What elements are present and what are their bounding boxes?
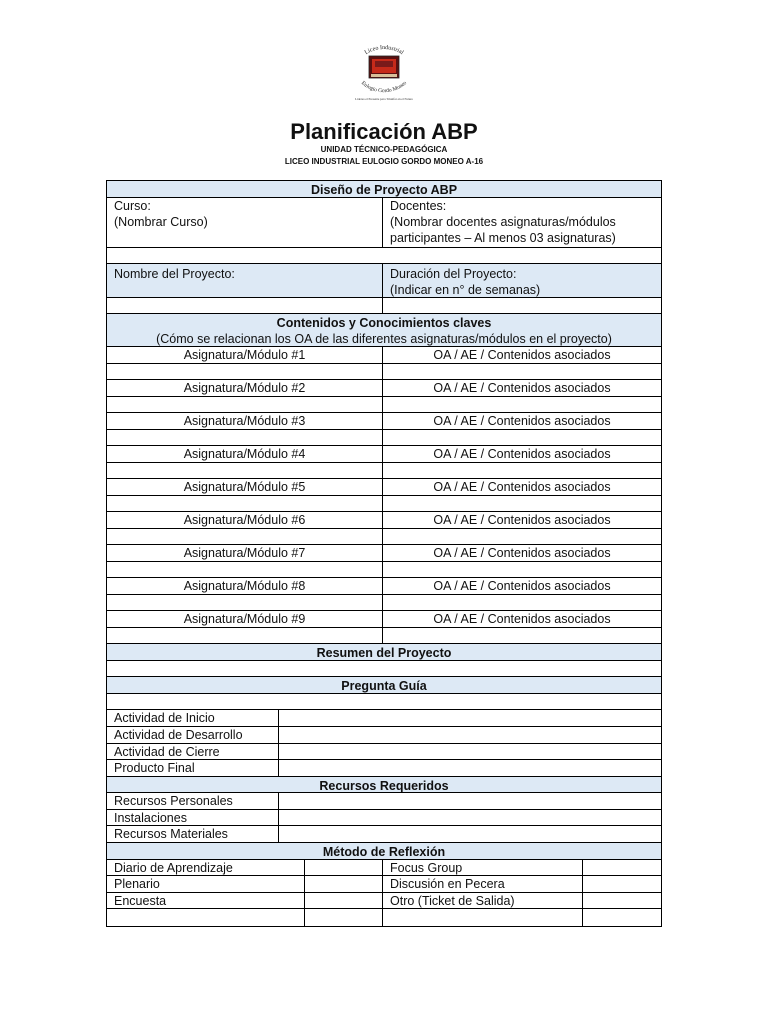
duration-hint: (Indicar en n° de semanas) — [390, 283, 541, 297]
resource-label: Recursos Materiales — [107, 826, 279, 843]
reflection-method-label: Focus Group — [383, 860, 583, 876]
content-header — [107, 314, 661, 347]
logo-bottom-text: Eulogio Gordo Moneo — [359, 80, 409, 95]
subject-content-label: OA / AE / Contenidos asociados — [383, 545, 661, 562]
reflection-blank-cell[interactable] — [583, 909, 661, 926]
subject-content-input[interactable] — [383, 628, 661, 644]
subject-content-label: OA / AE / Contenidos asociados — [383, 347, 661, 364]
reflection-method-label: Diario de Aprendizaje — [107, 860, 305, 876]
content-header-title: Contenidos y Conocimientos claves — [276, 316, 492, 330]
teachers-hint-2: participantes – Al menos 03 asignaturas) — [390, 231, 616, 245]
resource-input[interactable] — [279, 793, 661, 810]
activity-label: Actividad de Cierre — [107, 744, 279, 760]
reflection-method-check[interactable] — [305, 876, 383, 893]
activity-input[interactable] — [279, 744, 661, 760]
subject-content-label: OA / AE / Contenidos asociados — [383, 578, 661, 595]
reflection-header: Método de Reflexión — [107, 843, 661, 860]
reflection-method-label: Otro (Ticket de Salida) — [383, 893, 583, 909]
project-name-input[interactable] — [107, 298, 383, 314]
activity-label: Actividad de Inicio — [107, 710, 279, 727]
subject-label: Asignatura/Módulo #5 — [107, 479, 383, 496]
activity-input[interactable] — [279, 710, 661, 727]
subject-content-label: OA / AE / Contenidos asociados — [383, 512, 661, 529]
teachers-label: Docentes: — [390, 199, 447, 213]
subject-input[interactable] — [107, 496, 383, 512]
abp-form-table — [106, 180, 662, 927]
subject-content-label: OA / AE / Contenidos asociados — [383, 611, 661, 628]
subject-content-input[interactable] — [383, 595, 661, 611]
svg-text:Eulogio Gordo Moneo — [360, 80, 408, 94]
resources-header: Recursos Requeridos — [107, 777, 661, 793]
reflection-method-check[interactable] — [305, 860, 383, 876]
subject-label: Asignatura/Módulo #8 — [107, 578, 383, 595]
activity-input[interactable] — [279, 727, 661, 744]
design-header: Diseño de Proyecto ABP — [107, 181, 661, 198]
resource-input[interactable] — [279, 810, 661, 826]
subject-content-label: OA / AE / Contenidos asociados — [383, 413, 661, 430]
subject-label: Asignatura/Módulo #3 — [107, 413, 383, 430]
reflection-method-label: Plenario — [107, 876, 305, 893]
teachers-hint-1: (Nombrar docentes asignaturas/módulos — [390, 215, 616, 229]
subject-label: Asignatura/Módulo #9 — [107, 611, 383, 628]
reflection-method-label: Encuesta — [107, 893, 305, 909]
subject-label: Asignatura/Módulo #7 — [107, 545, 383, 562]
reflection-method-check[interactable] — [305, 893, 383, 909]
duration-input[interactable] — [383, 298, 661, 314]
subject-label: Asignatura/Módulo #2 — [107, 380, 383, 397]
question-header: Pregunta Guía — [107, 677, 661, 694]
reflection-method-check[interactable] — [583, 893, 661, 909]
logo-top-text: Liceo Industrial — [363, 44, 405, 57]
summary-input[interactable] — [107, 661, 661, 677]
page-subtitle-school: LICEO INDUSTRIAL EULOGIO GORDO MONEO A-16 — [284, 157, 484, 166]
subject-content-input[interactable] — [383, 529, 661, 545]
page-subtitle-unit: UNIDAD TÉCNICO-PEDAGÓGICA — [320, 145, 448, 154]
subject-content-label: OA / AE / Contenidos asociados — [383, 479, 661, 496]
subject-label: Asignatura/Módulo #6 — [107, 512, 383, 529]
subject-input[interactable] — [107, 628, 383, 644]
subject-content-input[interactable] — [383, 364, 661, 380]
activity-input[interactable] — [279, 760, 661, 777]
reflection-blank-cell[interactable] — [383, 909, 583, 926]
subject-content-input[interactable] — [383, 430, 661, 446]
summary-header: Resumen del Proyecto — [107, 644, 661, 661]
resource-label: Recursos Personales — [107, 793, 279, 810]
duration-label: Duración del Proyecto: — [390, 267, 517, 281]
teachers-cell[interactable] — [383, 198, 661, 248]
subject-input[interactable] — [107, 397, 383, 413]
reflection-blank-cell[interactable] — [305, 909, 383, 926]
subject-content-label: OA / AE / Contenidos asociados — [383, 380, 661, 397]
project-name-label: Nombre del Proyecto: — [114, 267, 235, 281]
subject-input[interactable] — [107, 562, 383, 578]
subject-content-input[interactable] — [383, 463, 661, 479]
svg-text:Liceo Industrial — [364, 45, 405, 56]
subject-input[interactable] — [107, 430, 383, 446]
subject-input[interactable] — [107, 529, 383, 545]
subject-input[interactable] — [107, 364, 383, 380]
question-input[interactable] — [107, 694, 661, 710]
school-logo — [345, 40, 423, 102]
course-hint: (Nombrar Curso) — [114, 215, 208, 229]
course-label: Curso: — [114, 199, 151, 213]
reflection-method-label: Discusión en Pecera — [383, 876, 583, 893]
logo-motto: Lideres el Presente para Triunfar en el Futuro — [355, 97, 413, 101]
content-header-note: (Cómo se relacionan los OA de las diferentes asignaturas/módulos en el proyecto) — [156, 332, 612, 346]
duration-cell — [383, 264, 661, 298]
subject-label: Asignatura/Módulo #1 — [107, 347, 383, 364]
activity-label: Producto Final — [107, 760, 279, 777]
resource-label: Instalaciones — [107, 810, 279, 826]
subject-content-input[interactable] — [383, 496, 661, 512]
project-name-cell — [107, 264, 383, 298]
course-cell[interactable] — [107, 198, 383, 248]
subject-content-label: OA / AE / Contenidos asociados — [383, 446, 661, 463]
reflection-method-check[interactable] — [583, 860, 661, 876]
subject-label: Asignatura/Módulo #4 — [107, 446, 383, 463]
resource-input[interactable] — [279, 826, 661, 843]
subject-content-input[interactable] — [383, 397, 661, 413]
subject-content-input[interactable] — [383, 562, 661, 578]
reflection-blank-cell[interactable] — [107, 909, 305, 926]
subject-input[interactable] — [107, 463, 383, 479]
reflection-method-check[interactable] — [583, 876, 661, 893]
page-title: Planificación ABP — [290, 119, 478, 144]
subject-input[interactable] — [107, 595, 383, 611]
activity-label: Actividad de Desarrollo — [107, 727, 279, 744]
spacer-row — [107, 248, 661, 264]
